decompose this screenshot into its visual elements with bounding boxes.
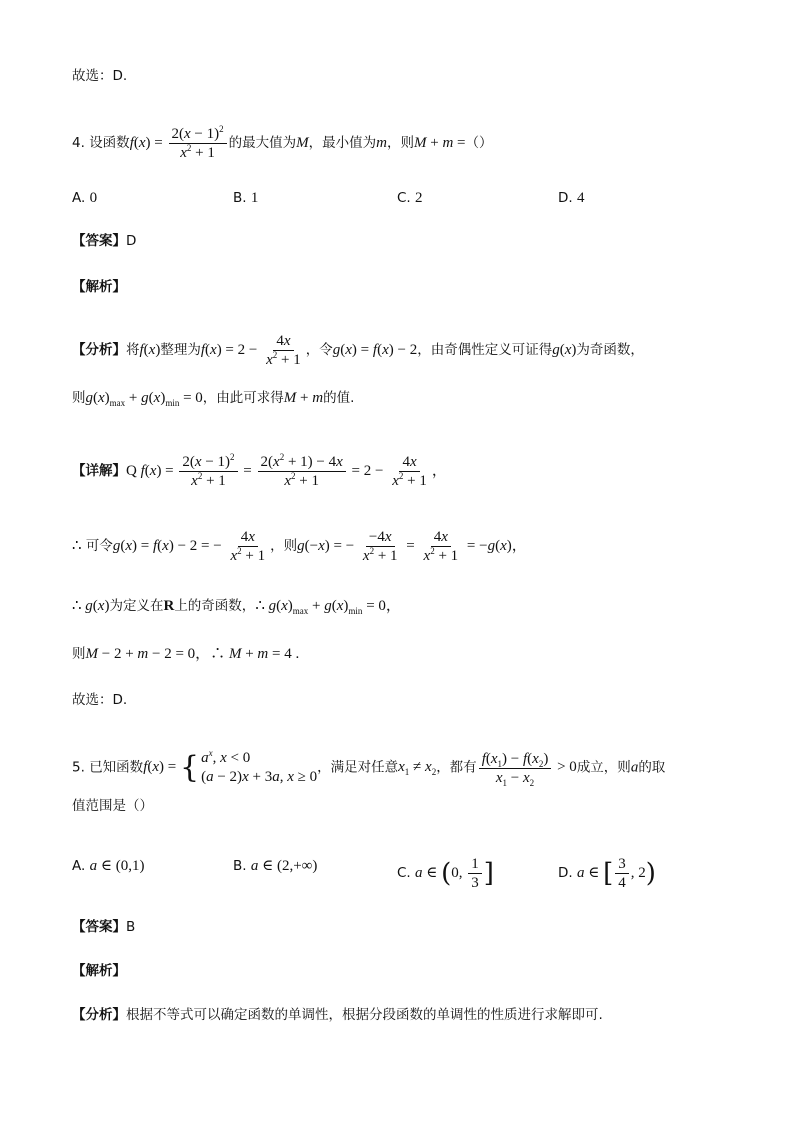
previous-answer-line: 故选：D. <box>72 68 128 84</box>
q4-analysis-line2: 则$g(x)_{max} + g(x)_{min} = 0$，由此可求得M + m的值. <box>72 390 355 408</box>
q5-choice-d[interactable]: D. a ∈ [ $\frac{3}{4}$ , 2) <box>558 856 656 891</box>
question-5-stem: 5. 已知函数f(x) = { $a^x$, x < 0 (a − 2)x + 3a, x ≥ 0 ，满足对任意$x_1 \ne x_2$，都有 $\frac{f(x_1) - f(x_2)}{x_1 - x_2}$ > 0成立，则a的取 <box>72 748 666 788</box>
q5-analysis: 【分析】根据不等式可以确定函数的单调性，根据分段函数的单调性的性质进行求解即可. <box>72 1007 603 1023</box>
q5-choice-a[interactable]: A. a ∈ (0,1) <box>72 858 145 874</box>
q4-detail-line1: 【详解】Q f(x) = $\frac{2(x - 1)^2}{x^2 + 1}$ = $\frac{2(x^2 + 1) - 4x}{x^2 + 1}$ = 2 − $\frac{4x}{x^2 + 1}$ ， <box>72 452 447 489</box>
q4-detail-line3: ∴ g(x)为定义在R上的奇函数，∴ $g(x)_{max} + g(x)_{min} = 0$， <box>72 598 401 616</box>
q4-choice-d[interactable]: D. 4 <box>558 190 585 206</box>
q5-jiexi-heading: 【解析】 <box>72 963 126 979</box>
q4-answer: 【答案】D <box>72 233 137 249</box>
question-4-stem: 4. 设函数f(x) = $\frac{2(x - 1)^2}{x^2 + 1}$ 的最大值为M，最小值为m，则M + m =（） <box>72 124 493 161</box>
q4-analysis-line1: 【分析】将f(x)整理为f(x) = 2 − $\frac{4x}{x^2 + 1}$ ，令g(x) = f(x) − 2，由奇偶性定义可证得g(x)为奇函数， <box>72 333 644 368</box>
q5-choice-c[interactable]: C. a ∈ (0, $\frac{1}{3}$ ] <box>397 856 494 891</box>
q4-choice-a[interactable]: A. 0 <box>72 190 98 206</box>
question-5-stem-line2: 值范围是（） <box>72 798 153 814</box>
q4-choice-c[interactable]: C. 2 <box>397 190 423 206</box>
q4-detail-line2: ∴ 可令g(x) = f(x) − 2 = − $\frac{4x}{x^2 + 1}$ ，则g(−x) = − $\frac{-4x}{x^2 + 1}$ = $\frac{4x}{x^2 + 1}$ = −g(x)， <box>72 529 527 564</box>
q4-choice-b[interactable]: B. 1 <box>233 190 259 206</box>
q5-piecewise-function: f(x) = { $a^x$, x < 0 (a − 2)x + 3a, x ≥ 0 <box>143 748 318 785</box>
q4-jiexi-heading: 【解析】 <box>72 279 126 295</box>
q4-function-formula: f(x) = $\frac{2(x - 1)^2}{x^2 + 1}$ <box>130 135 229 151</box>
q4-detail-line4: 则M − 2 + m − 2 = 0，∴ M + m = 4 . <box>72 646 300 662</box>
q4-final-answer: 故选：D. <box>72 692 128 708</box>
q5-choice-b[interactable]: B. a ∈ (2,+∞) <box>233 858 318 874</box>
q5-answer: 【答案】B <box>72 919 136 935</box>
